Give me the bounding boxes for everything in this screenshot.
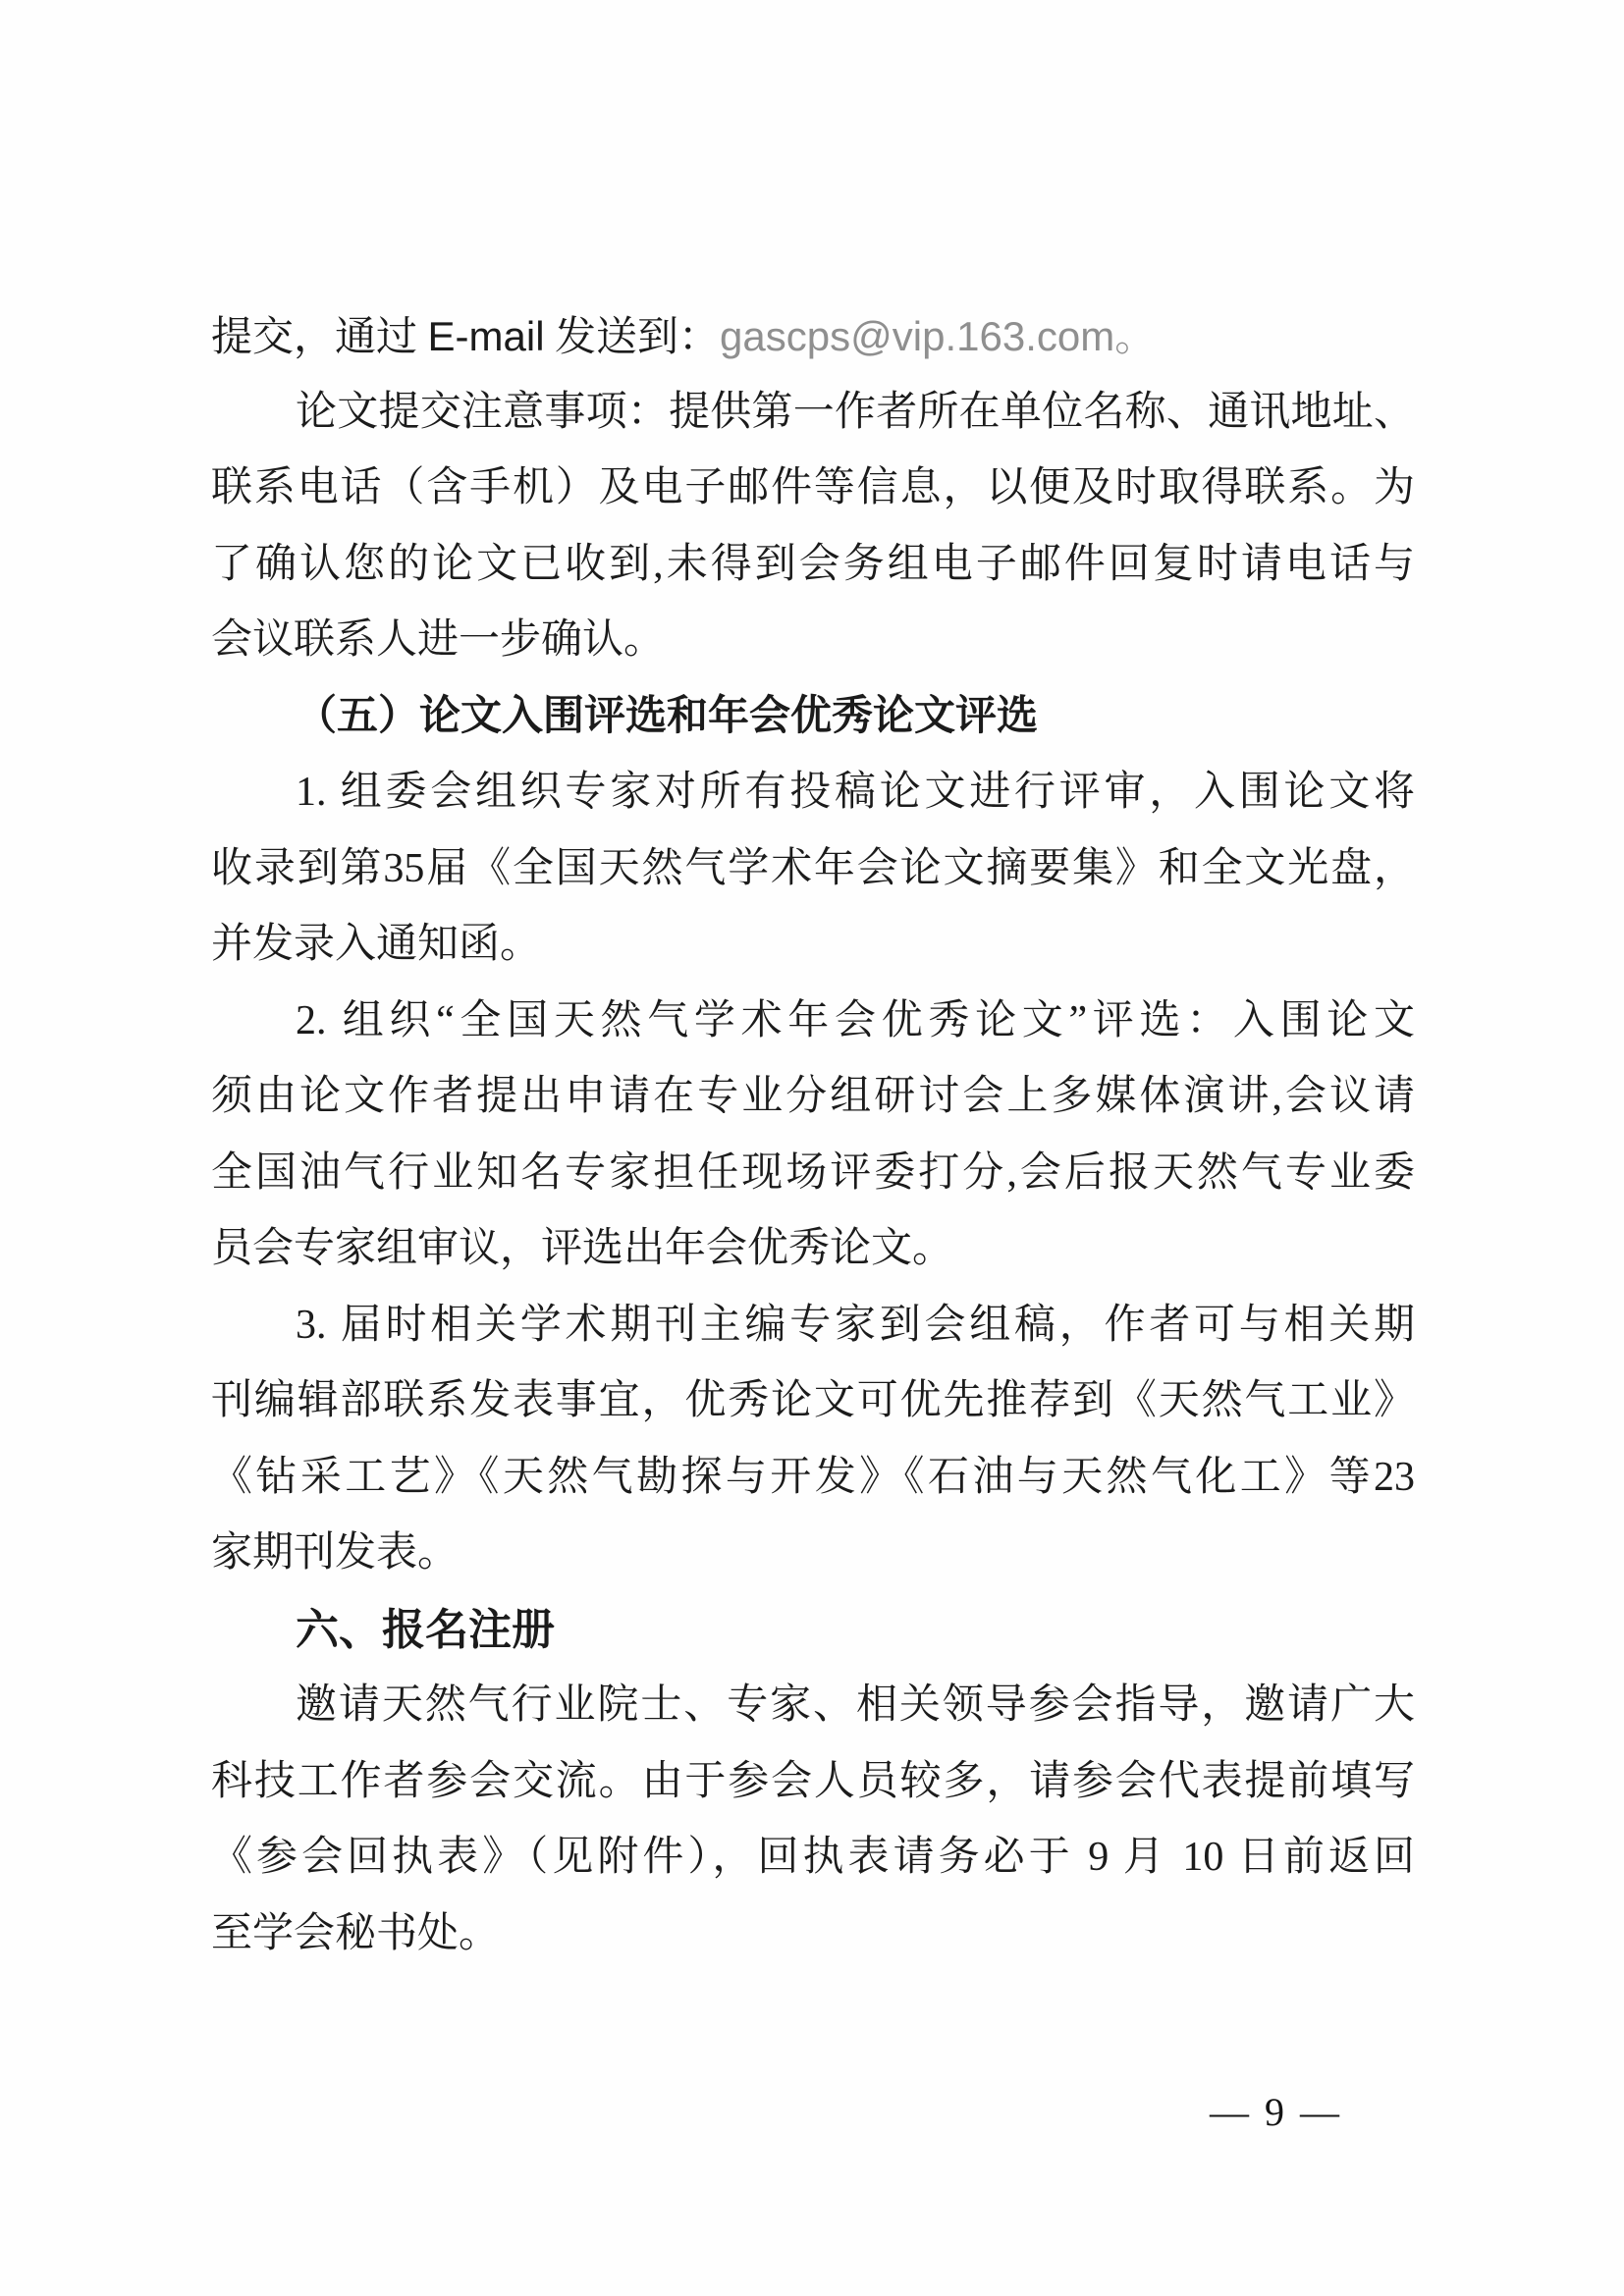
paragraph-line: 会议联系人进一步确认。	[211, 617, 666, 663]
paragraph-line: 刊编辑部联系发表事宜，优秀论文可优先推荐到《天然气工业》	[211, 1378, 1415, 1423]
paragraph-line: 邀请天然气行业院士、专家、相关领导参会指导，邀请广大	[296, 1682, 1415, 1728]
line1-period: 。	[1114, 313, 1157, 359]
paragraph-line: 须由论文作者提出申请在专业分组研讨会上多媒体演讲,会议请	[211, 1074, 1415, 1119]
paragraph-line: 科技工作者参会交流。由于参会人员较多，请参会代表提前填写	[211, 1758, 1415, 1804]
paragraph-line: 了确认您的论文已收到,未得到会务组电子邮件回复时请电话与	[211, 541, 1415, 587]
paragraph-line: 家期刊发表。	[211, 1530, 460, 1575]
page-number: — 9 —	[1210, 2090, 1342, 2134]
text-block	[211, 298, 1415, 1972]
paragraph-line-email	[211, 298, 1415, 375]
paragraph-line: 员会专家组审议，评选出年会优秀论文。	[211, 1226, 954, 1271]
line1-mid: 发送到：	[544, 315, 721, 360]
paragraph-line: 《参会回执表》（见附件），回执表请务必于 9 月 10 日前返回	[211, 1835, 1415, 1880]
section-heading-6: 六、报名注册	[296, 1605, 555, 1654]
line1-prefix: 提交，通过	[211, 315, 428, 360]
section-heading-5: （五）论文入围评选和年会优秀论文评选	[296, 693, 1039, 739]
paragraph-line: 全国油气行业知名专家担任现场评委打分,会后报天然气专业委	[211, 1149, 1415, 1196]
paragraph-line: 论文提交注意事项：提供第一作者所在单位名称、通讯地址、	[296, 389, 1415, 435]
paragraph-line: 并发录入通知函。	[211, 922, 542, 967]
paragraph-line: 3. 届时相关学术期刊主编专家到会组稿，作者可与相关期	[296, 1302, 1415, 1348]
line1-email-label: E-mail	[427, 313, 545, 359]
paragraph-line: 1. 组委会组织专家对所有投稿论文进行评审，入围论文将	[296, 770, 1415, 815]
paragraph-line: 2. 组织“全国天然气学术年会优秀论文”评选：入围论文	[296, 997, 1415, 1043]
paragraph-line: 收录到第35届《全国天然气学术年会论文摘要集》和全文光盘，	[211, 845, 1415, 891]
paragraph-line: 联系电话（含手机）及电子邮件等信息，以便及时取得联系。为	[211, 465, 1415, 510]
email-address: gascps@vip.163.com	[720, 313, 1115, 359]
paragraph-line: 至学会秘书处。	[211, 1910, 501, 1956]
paragraph-line: 《钻采工艺》《天然气勘探与开发》《石油与天然气化工》等23	[211, 1454, 1415, 1500]
